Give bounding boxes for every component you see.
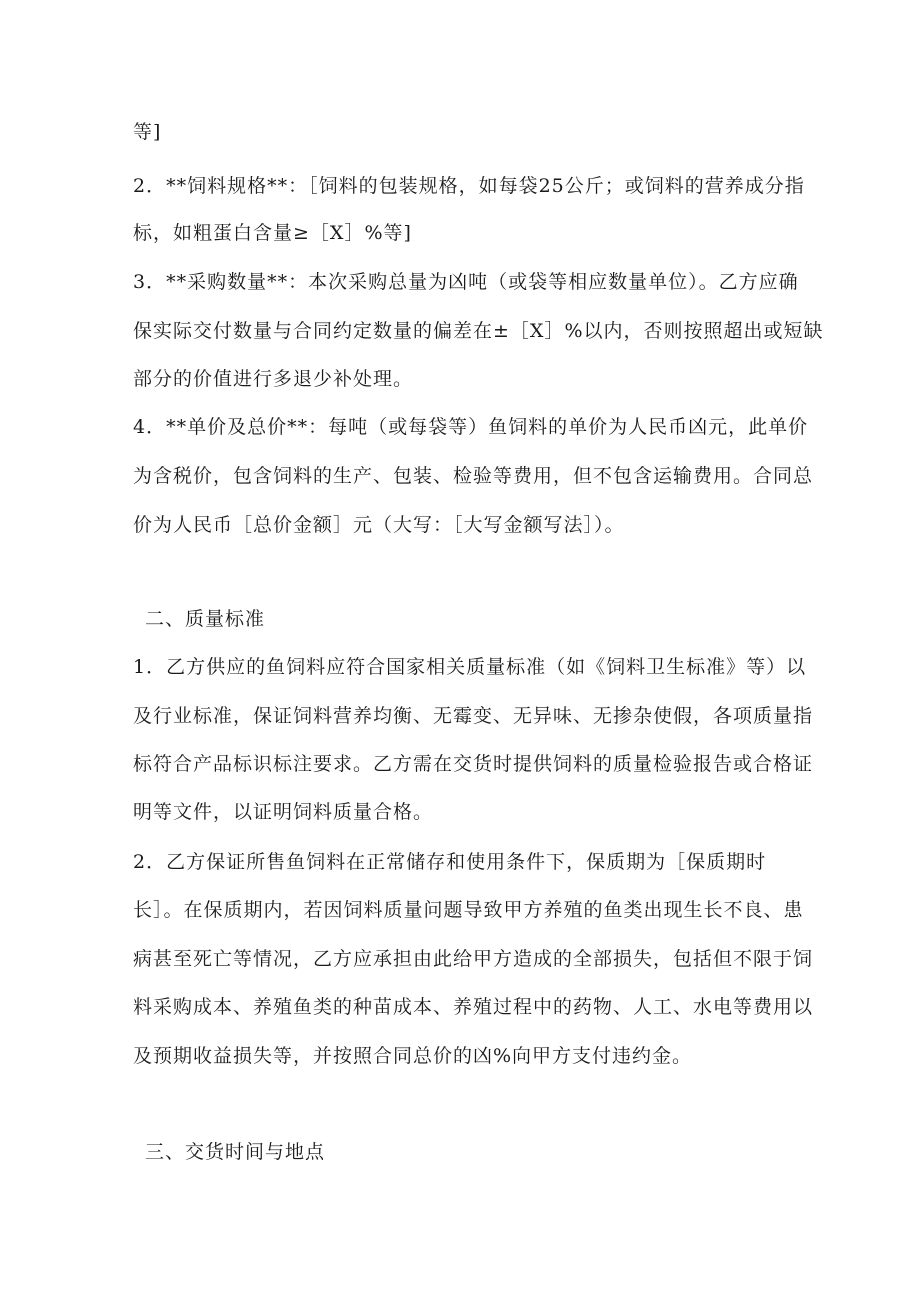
text-line: 标，如粗蛋白含量≥［X］%等]	[133, 222, 412, 244]
text-line: 2．**饲料规格**：［饲料的包装规格，如每袋25公斤；或饲料的营养成分指	[133, 175, 805, 197]
text-line: 部分的价值进行多退少补处理。	[133, 368, 414, 390]
text-line: 4．**单价及总价**：每吨（或每袋等）鱼饲料的单价为人民币凶元，此单价	[133, 416, 809, 438]
section-heading: 二、质量标准	[145, 608, 266, 630]
text-line: 1．乙方供应的鱼饲料应符合国家相关质量标准（如《饲料卫生标准》等）以	[133, 656, 807, 678]
section-heading: 三、交货时间与地点	[145, 1141, 326, 1163]
text-line: 病甚至死亡等情况，乙方应承担由此给甲方造成的全部损失，包括但不限于饲	[133, 948, 814, 970]
text-line: 3．**采购数量**：本次采购总量为凶吨（或袋等相应数量单位）。乙方应确	[133, 271, 799, 293]
text-line: 保实际交付数量与合同约定数量的偏差在±［X］%以内，否则按照超出或短缺	[133, 320, 824, 342]
text-line: 料采购成本、养殖鱼类的种苗成本、养殖过程中的药物、人工、水电等费用以	[133, 996, 814, 1018]
text-line: 2．乙方保证所售鱼饲料在正常储存和使用条件下，保质期为［保质期时	[133, 851, 767, 873]
text-line: 等]	[133, 121, 162, 143]
text-line: 及行业标准，保证饲料营养均衡、无霉变、无异味、无掺杂使假，各项质量指	[133, 705, 814, 727]
text-line: 为含税价，包含饲料的生产、包装、检验等费用，但不包含运输费用。合同总	[133, 465, 814, 487]
text-line: 价为人民币［总价金额］元（大写：［大写金额写法］）。	[133, 514, 625, 536]
text-line: 长］。在保质期内，若因饲料质量问题导致甲方养殖的鱼类出现生长不良、患	[133, 899, 804, 921]
text-line: 明等文件，以证明饲料质量合格。	[133, 801, 434, 823]
text-line: 标符合产品标识标注要求。乙方需在交货时提供饲料的质量检验报告或合格证	[133, 753, 814, 775]
text-line: 及预期收益损失等，并按照合同总价的凶%向甲方支付违约金。	[133, 1045, 693, 1067]
